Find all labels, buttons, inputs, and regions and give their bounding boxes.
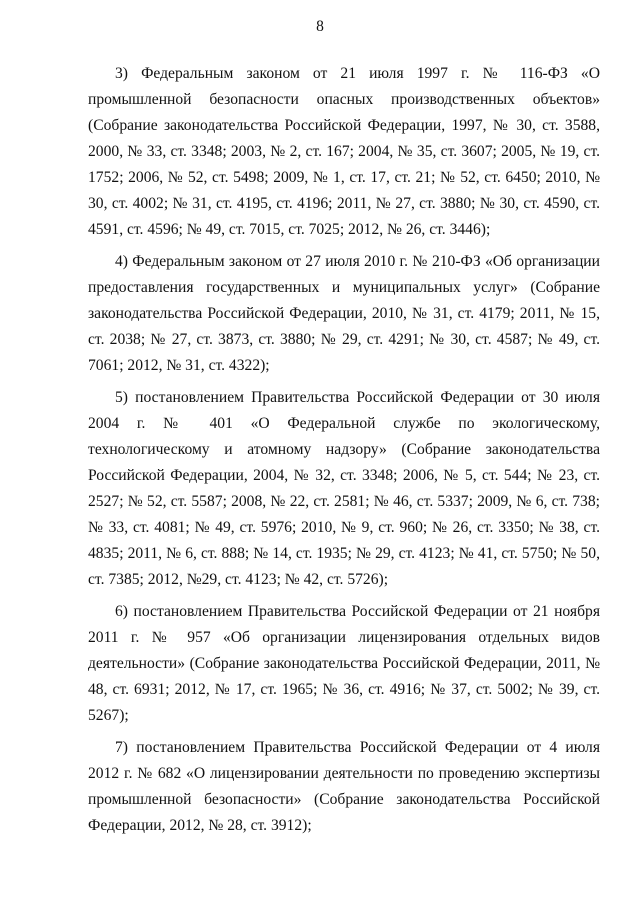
page-number: 8 xyxy=(316,18,324,35)
paragraph-item-5: 5) постановлением Правительства Российской Федерации от 30 июля 2004 г. № 401 «О Федеральной службе по экологическому, технологическому и атомному надзору» (Собрание законодательства Российской Федерации, 2004, № 32, ст. 3348; 2006, № 5, ст. 544; № 23, ст. 2527; № 52, ст. 5587; 2008, № 22, ст. 2581; № 46, ст. 5337; 2009, № 6, ст. 738; № 33, ст. 4081; № 49, ст. 5976; 2010, № 9, ст. 960; № 26, ст. 3350; № 38, ст. 4835; 2011, № 6, ст. 888; № 14, ст. 1935; № 29, ст. 4123; № 41, ст. 5750; № 50, ст. 7385; 2012, №29, ст. 4123; № 42, ст. 5726); xyxy=(88,389,600,588)
paragraph-item-4: 4) Федеральным законом от 27 июля 2010 г. № 210-ФЗ «Об организации предоставления государственных и муниципальных услуг» (Собрание законодательства Российской Федерации, 2010, № 31, ст. 4179; 2011, № 15, ст. 2038; № 27, ст. 3873, ст. 3880; № 29, ст. 4291; № 30, ст. 4587; № 49, ст. 7061; 2012, № 31, ст. 4322); xyxy=(88,253,600,374)
paragraph-item-3: 3) Федеральным законом от 21 июля 1997 г. № 116-ФЗ «О промышленной безопасности опасных производственных объектов» (Собрание законодательства Российской Федерации, 1997, № 30, ст. 3588, 2000, № 33, ст. 3348; 2003, № 2, ст. 167; 2004, № 35, ст. 3607; 2005, № 19, ст. 1752; 2006, № 52, ст. 5498; 2009, № 1, ст. 17, ст. 21; № 52, ст. 6450; 2010, № 30, ст. 4002; № 31, ст. 4195, ст. 4196; 2011, № 27, ст. 3880; № 30, ст. 4590, ст. 4591, ст. 4596; № 49, ст. 7015, ст. 7025; 2012, № 26, ст. 3446); xyxy=(88,65,600,238)
paragraph-item-6: 6) постановлением Правительства Российской Федерации от 21 ноября 2011 г. № 957 «Об организации лицензирования отдельных видов деятельности» (Собрание законодательства Российской Федерации, 2011, № 48, ст. 6931; 2012, № 17, ст. 1965; № 36, ст. 4916; № 37, ст. 5002; № 39, ст. 5267); xyxy=(88,603,600,724)
paragraph-item-7: 7) постановлением Правительства Российской Федерации от 4 июля 2012 г. № 682 «О лицензировании деятельности по проведению экспертизы промышленной безопасности» (Собрание законодательства Российской Федерации, 2012, № 28, ст. 3912); xyxy=(88,739,600,834)
document-body xyxy=(88,61,600,839)
